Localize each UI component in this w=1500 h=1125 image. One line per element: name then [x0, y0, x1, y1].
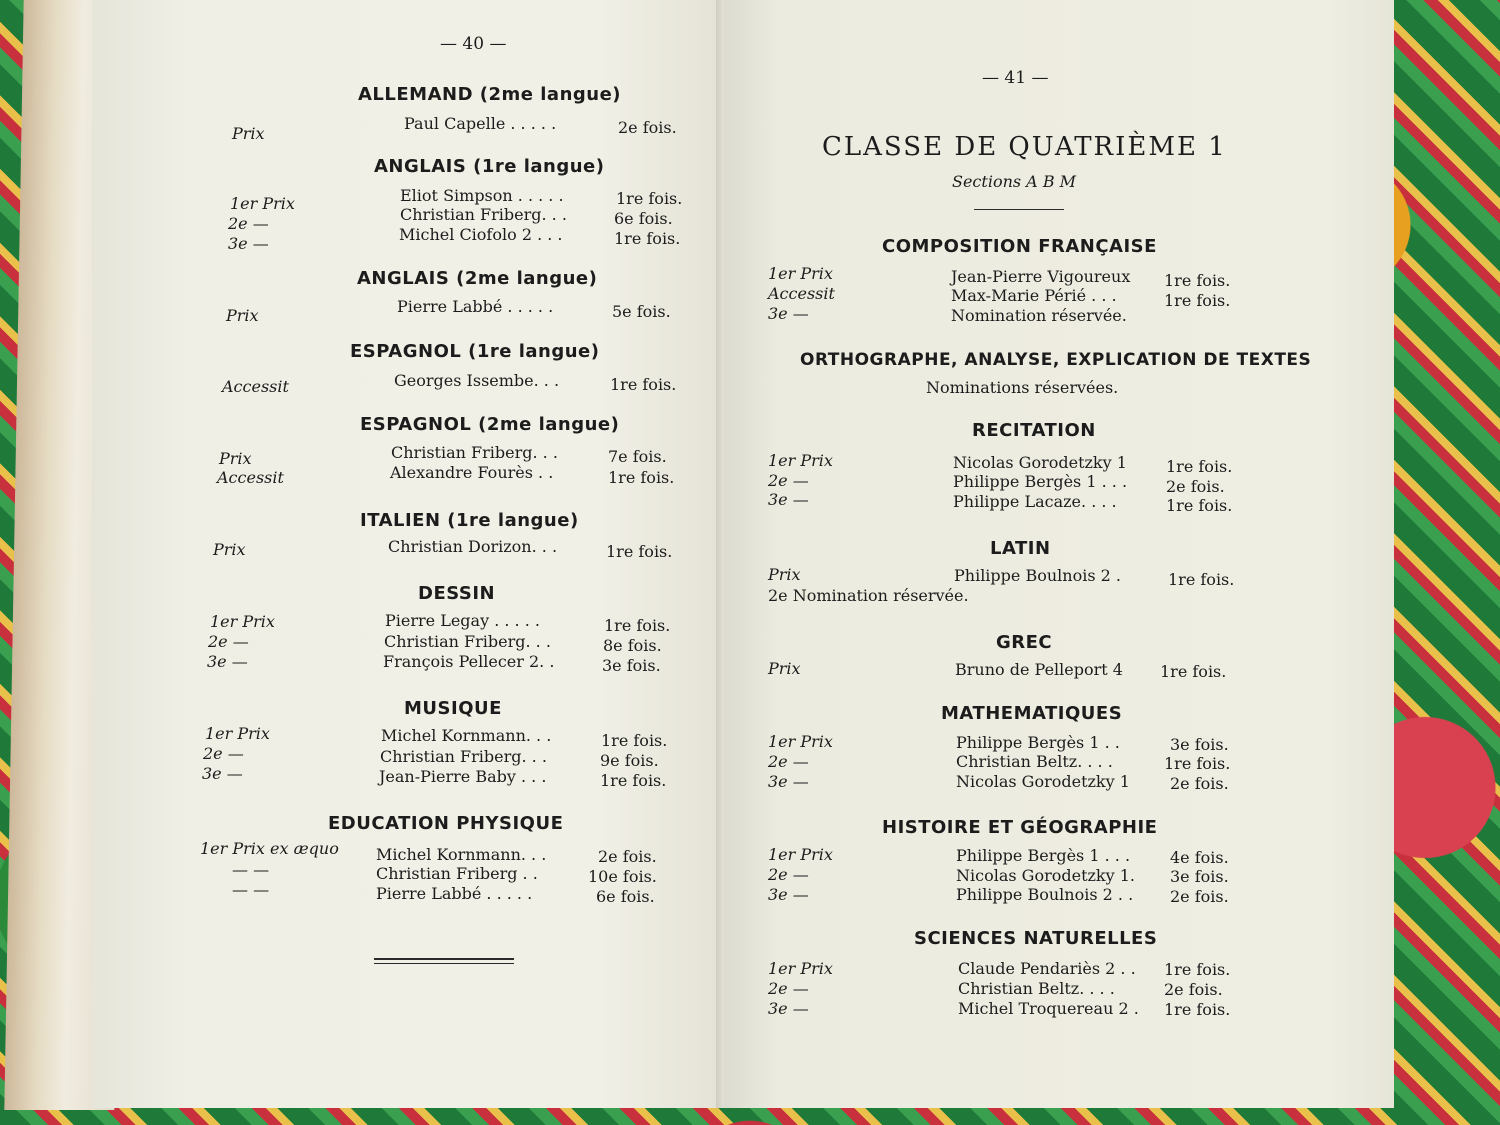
count: 8e fois.: [603, 636, 662, 655]
student-name: Christian Friberg. . .: [400, 205, 567, 224]
prize-label: Prix: [768, 565, 801, 584]
prize-label: Accessit: [222, 377, 289, 396]
count: 2e fois.: [1166, 477, 1225, 496]
student-name: Georges Issembe. . .: [394, 371, 560, 390]
student-name: Eliot Simpson . . . . .: [400, 186, 564, 205]
count: 2e fois.: [618, 118, 677, 137]
prize-label: 1er Prix: [768, 264, 833, 283]
section-title: ORTHOGRAPHE, ANALYSE, EXPLICATION DE TEXTES: [800, 350, 1312, 370]
page-number: — 40 —: [440, 34, 507, 54]
student-name: Philippe Boulnois 2 .: [954, 566, 1121, 585]
section-title: ANGLAIS (1re langue): [374, 156, 605, 177]
prize-label: 1er Prix: [205, 724, 270, 743]
prize-label: 2e —: [768, 979, 809, 998]
count: 1re fois.: [608, 468, 675, 487]
prize-label: Prix: [768, 659, 801, 678]
count: 3e fois.: [1170, 867, 1229, 886]
count: 1re fois.: [606, 542, 673, 561]
count: 1re fois.: [616, 189, 683, 208]
section-title: ALLEMAND (2me langue): [358, 84, 622, 105]
student-name: Bruno de Pelleport 4: [955, 660, 1123, 679]
count: 10e fois.: [588, 867, 657, 886]
prize-label: 1er Prix ex æquo: [200, 839, 339, 858]
prize-label: Accessit: [768, 284, 835, 303]
prize-label: 2e —: [228, 214, 269, 233]
prize-label: 1er Prix: [768, 451, 833, 470]
prize-label: — —: [232, 880, 270, 899]
count: 3e fois.: [1170, 735, 1229, 754]
section-title: ESPAGNOL (1re langue): [350, 341, 600, 362]
student-name: Max-Marie Périé . . .: [951, 286, 1117, 305]
student-name: Michel Troquereau 2 .: [958, 999, 1139, 1018]
student-name: Michel Kornmann. . .: [381, 726, 552, 745]
student-name: Philippe Bergès 1 . . .: [953, 472, 1128, 491]
student-name: Christian Dorizon. . .: [388, 537, 558, 556]
prize-label: 2e —: [768, 865, 809, 884]
student-name: Nicolas Gorodetzky 1.: [956, 866, 1136, 885]
student-name: Philippe Lacaze. . . .: [953, 492, 1117, 511]
student-name: Nicolas Gorodetzky 1: [953, 453, 1127, 472]
count: 1re fois.: [1164, 960, 1231, 979]
left-page: [92, 0, 724, 1108]
end-rule: [374, 963, 514, 964]
count: 2e fois.: [1170, 887, 1229, 906]
prize-label: Prix: [213, 540, 246, 559]
student-name: Claude Pendariès 2 . .: [958, 959, 1136, 978]
count: 1re fois.: [1164, 291, 1231, 310]
prize-label: 3e —: [228, 234, 269, 253]
prize-label: 3e —: [768, 490, 809, 509]
count: 2e fois.: [1170, 774, 1229, 793]
note-text: Nominations réservées.: [926, 378, 1119, 397]
count: 6e fois.: [596, 887, 655, 906]
student-name: Christian Friberg . .: [376, 864, 538, 883]
count: 9e fois.: [600, 751, 659, 770]
prize-label: 1er Prix: [768, 732, 833, 751]
section-title: MATHEMATIQUES: [941, 703, 1123, 724]
count: 3e fois.: [602, 656, 661, 675]
count: 1re fois.: [601, 731, 668, 750]
prize-label: — —: [232, 860, 270, 879]
count: 1re fois.: [1166, 496, 1233, 515]
count: 2e fois.: [1164, 980, 1223, 999]
student-name: Christian Beltz. . . .: [958, 979, 1115, 998]
student-name: Alexandre Fourès . .: [390, 463, 554, 482]
count: 1re fois.: [1166, 457, 1233, 476]
count: 1re fois.: [614, 229, 681, 248]
student-name: François Pellecer 2. .: [383, 652, 555, 671]
count: 1re fois.: [1164, 271, 1231, 290]
prize-label: 1er Prix: [210, 612, 275, 631]
section-title: GREC: [996, 632, 1053, 653]
prize-label: 2e —: [768, 471, 809, 490]
prize-label: 1er Prix: [230, 194, 295, 213]
student-name: Philippe Bergès 1 . .: [956, 733, 1120, 752]
prize-label: 1er Prix: [768, 845, 833, 864]
student-name: Michel Kornmann. . .: [376, 845, 547, 864]
student-name: Christian Friberg. . .: [380, 747, 547, 766]
count: 6e fois.: [614, 209, 673, 228]
section-title: HISTOIRE ET GÉOGRAPHIE: [882, 817, 1158, 838]
prize-label: 3e —: [768, 885, 809, 904]
prize-label: Prix: [226, 306, 259, 325]
prize-label: Accessit: [217, 468, 284, 487]
student-name: Christian Beltz. . . .: [956, 752, 1113, 771]
student-name: Jean-Pierre Vigoureux: [951, 267, 1131, 286]
count: 1re fois.: [1168, 570, 1235, 589]
count: 1re fois.: [1160, 662, 1227, 681]
count: 1re fois.: [604, 616, 671, 635]
count: 1re fois.: [610, 375, 677, 394]
student-name: Pierre Labbé . . . . .: [376, 884, 533, 903]
student-name: Nicolas Gorodetzky 1: [956, 772, 1130, 791]
prize-label: 3e —: [768, 999, 809, 1018]
section-title: ITALIEN (1re langue): [360, 510, 579, 531]
section-title: COMPOSITION FRANÇAISE: [882, 236, 1157, 257]
count: 4e fois.: [1170, 848, 1229, 867]
prize-label: 3e —: [207, 652, 248, 671]
prize-label: Prix: [219, 449, 252, 468]
note-text: 2e Nomination réservée.: [768, 586, 969, 605]
student-name: Pierre Labbé . . . . .: [397, 297, 554, 316]
title-rule: [974, 209, 1064, 210]
prize-label: 3e —: [768, 772, 809, 791]
count: 1re fois.: [600, 771, 667, 790]
prize-label: 2e —: [208, 632, 249, 651]
prize-label: 2e —: [768, 752, 809, 771]
student-name: Michel Ciofolo 2 . . .: [399, 225, 563, 244]
prize-label: 3e —: [202, 764, 243, 783]
class-title: CLASSE DE QUATRIÈME 1: [822, 132, 1227, 162]
student-name: Christian Friberg. . .: [384, 632, 551, 651]
section-title: MUSIQUE: [404, 698, 502, 719]
right-page: [724, 0, 1394, 1108]
class-subtitle: Sections A B M: [952, 172, 1077, 191]
student-name: Paul Capelle . . . . .: [404, 114, 557, 133]
page-number: — 41 —: [982, 68, 1049, 88]
student-name: Philippe Boulnois 2 . .: [956, 885, 1134, 904]
section-title: ANGLAIS (2me langue): [357, 268, 598, 289]
section-title: DESSIN: [418, 583, 496, 604]
count: 2e fois.: [598, 847, 657, 866]
prize-label: 2e —: [203, 744, 244, 763]
prize-label: Prix: [232, 124, 265, 143]
student-name: Pierre Legay . . . . .: [385, 611, 540, 630]
note-text: Nomination réservée.: [951, 306, 1127, 325]
student-name: Philippe Bergès 1 . . .: [956, 846, 1131, 865]
section-title: SCIENCES NATURELLES: [914, 928, 1158, 949]
section-title: RECITATION: [972, 420, 1096, 441]
count: 1re fois.: [1164, 754, 1231, 773]
prize-label: 3e —: [768, 304, 809, 323]
section-title: EDUCATION PHYSIQUE: [328, 813, 564, 834]
student-name: Christian Friberg. . .: [391, 443, 558, 462]
student-name: Jean-Pierre Baby . . .: [379, 767, 547, 786]
prize-label: 1er Prix: [768, 959, 833, 978]
section-title: LATIN: [990, 538, 1051, 559]
count: 1re fois.: [1164, 1000, 1231, 1019]
section-title: ESPAGNOL (2me langue): [360, 414, 620, 435]
end-rule: [374, 958, 514, 960]
count: 7e fois.: [608, 447, 667, 466]
count: 5e fois.: [612, 302, 671, 321]
